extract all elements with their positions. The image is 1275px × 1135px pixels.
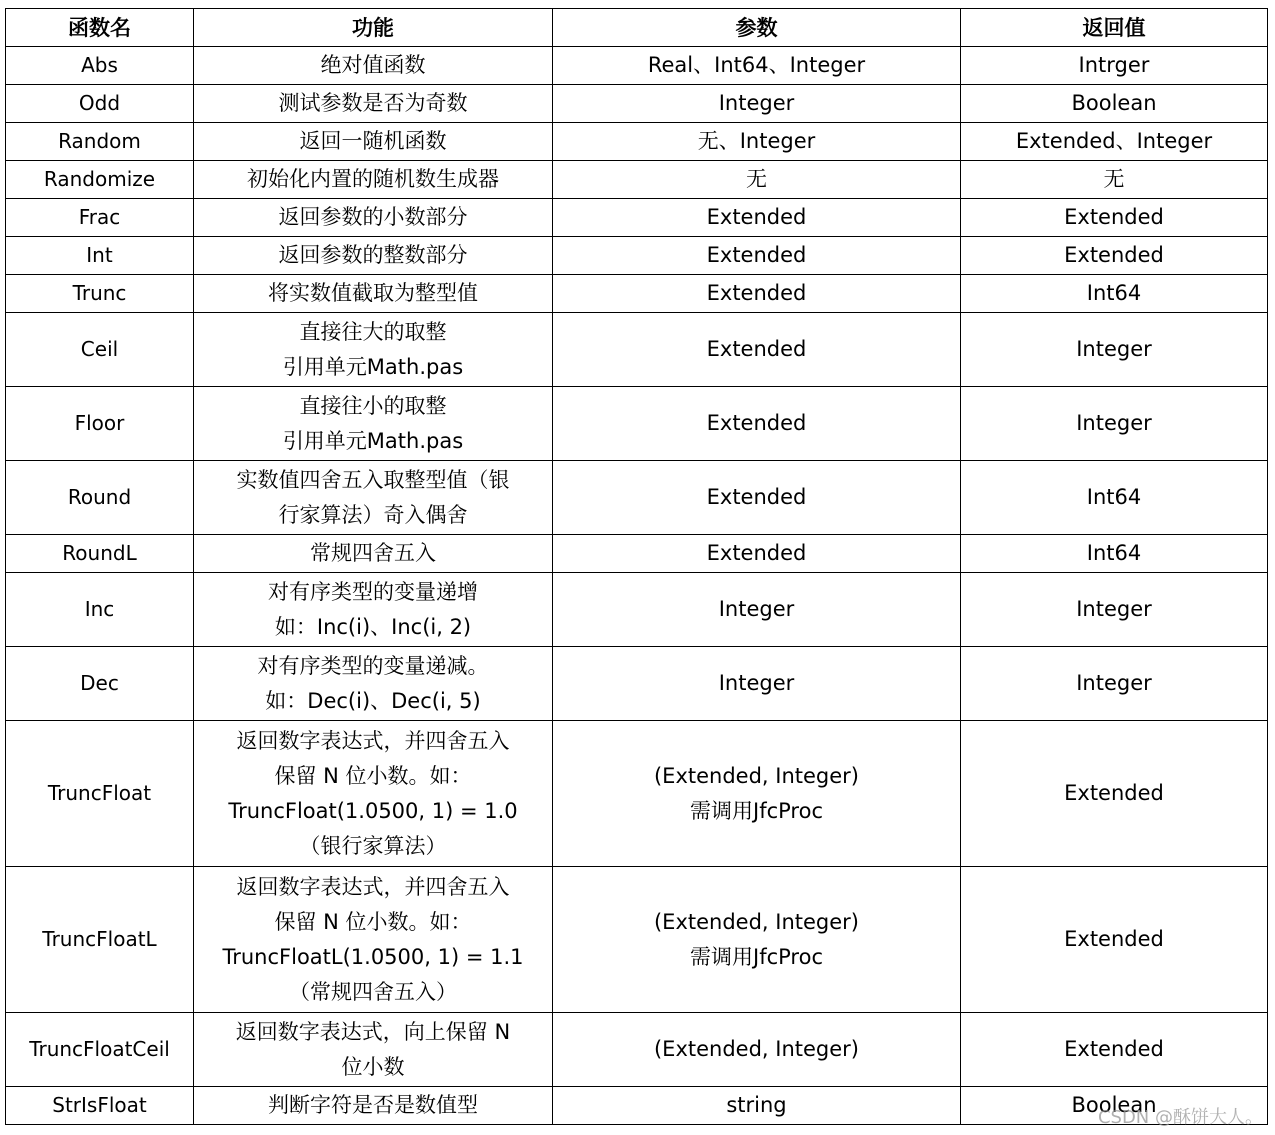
param-line: Real、Int64、Integer [647, 53, 866, 77]
desc-line: 初始化内置的随机数生成器 [247, 167, 499, 191]
cell-function-name: Random [6, 123, 194, 161]
param-line: Integer [718, 91, 795, 115]
cell-function-name: TruncFloat [6, 721, 194, 867]
table-row [6, 85, 1268, 123]
table-row [6, 647, 1268, 721]
cell-function-desc [194, 123, 553, 161]
param-line: (Extended, Integer) [653, 1037, 860, 1061]
param-line: Extended [706, 411, 807, 435]
table-row [6, 199, 1268, 237]
cell-function-name: Dec [6, 647, 194, 721]
table-row [6, 161, 1268, 199]
desc-line: 对有序类型的变量递增 [268, 579, 478, 604]
cell-params [553, 573, 961, 647]
param-line: string [726, 1093, 787, 1117]
desc-line: 返回一随机函数 [299, 129, 447, 153]
cell-function-desc [194, 1013, 553, 1087]
param-line: Extended [706, 541, 807, 565]
param-line: Extended [706, 243, 807, 267]
desc-line: 保留 N 位小数。如： [274, 909, 472, 934]
cell-params [553, 275, 961, 313]
cell-function-desc [194, 461, 553, 535]
cell-return: Extended [961, 199, 1268, 237]
cell-return: Extended [961, 721, 1268, 867]
cell-return: Int64 [961, 275, 1268, 313]
cell-return: Int64 [961, 461, 1268, 535]
cell-function-name: Trunc [6, 275, 194, 313]
cell-function-desc [194, 199, 553, 237]
cell-params [553, 199, 961, 237]
desc-line: 实数值四舍五入取整型值（银 [236, 467, 510, 492]
desc-line: 如：Dec(i)、Dec(i, 5) [265, 688, 481, 713]
cell-params [553, 313, 961, 387]
cell-function-desc [194, 47, 553, 85]
cell-function-name: Randomize [6, 161, 194, 199]
param-line: (Extended, Integer) [653, 909, 860, 934]
cell-return: Intrger [961, 47, 1268, 85]
cell-return: Boolean [961, 1087, 1268, 1125]
cell-params [553, 123, 961, 161]
cell-params [553, 161, 961, 199]
table-row [6, 313, 1268, 387]
desc-line: 引用单元Math.pas [282, 354, 464, 379]
table-row [6, 721, 1268, 867]
cell-return: Extended [961, 237, 1268, 275]
desc-line: 将实数值截取为整型值 [268, 281, 478, 305]
table-row [6, 387, 1268, 461]
desc-line: 行家算法）奇入偶舍 [278, 502, 468, 527]
cell-return: Integer [961, 647, 1268, 721]
cell-function-name: Int [6, 237, 194, 275]
table-row [6, 573, 1268, 647]
cell-function-desc [194, 237, 553, 275]
cell-params [553, 47, 961, 85]
param-line: (Extended, Integer) [653, 763, 860, 788]
desc-line: 引用单元Math.pas [282, 428, 464, 453]
cell-params [553, 1087, 961, 1125]
table-row [6, 1013, 1268, 1087]
cell-function-name: Round [6, 461, 194, 535]
param-line: 需调用JfcProc [690, 798, 823, 823]
cell-params [553, 1013, 961, 1087]
function-table [5, 8, 1268, 1125]
desc-line: 返回数字表达式，向上保留 N [235, 1019, 511, 1044]
desc-line: 返回数字表达式，并四舍五入 [236, 874, 510, 899]
param-line: Extended [706, 485, 807, 509]
desc-line: 保留 N 位小数。如： [274, 763, 472, 788]
cell-return: Extended、Integer [961, 123, 1268, 161]
cell-function-name: Ceil [6, 313, 194, 387]
header-function: 功能 [194, 9, 553, 47]
header-return: 返回值 [961, 9, 1268, 47]
cell-params [553, 461, 961, 535]
param-line: 无、Integer [697, 129, 816, 153]
header-params: 参数 [553, 9, 961, 47]
cell-function-name: Floor [6, 387, 194, 461]
table-row [6, 535, 1268, 573]
cell-function-name: TruncFloatCeil [6, 1013, 194, 1087]
cell-function-desc [194, 867, 553, 1013]
cell-function-name: RoundL [6, 535, 194, 573]
desc-line: 常规四舍五入 [310, 541, 436, 565]
cell-function-name: TruncFloatL [6, 867, 194, 1013]
desc-line: 对有序类型的变量递减。 [257, 653, 489, 678]
cell-params [553, 867, 961, 1013]
cell-return: Boolean [961, 85, 1268, 123]
cell-params [553, 647, 961, 721]
desc-line: TruncFloatL(1.0500, 1) = 1.1 [222, 944, 524, 969]
cell-function-desc [194, 535, 553, 573]
param-line: Integer [718, 597, 795, 621]
desc-line: 直接往大的取整 [299, 319, 447, 344]
cell-return: Int64 [961, 535, 1268, 573]
param-line: Extended [706, 281, 807, 305]
table-row [6, 867, 1268, 1013]
param-line: 需调用JfcProc [690, 944, 823, 969]
cell-params [553, 721, 961, 867]
desc-line: 测试参数是否为奇数 [278, 91, 468, 115]
cell-function-desc [194, 387, 553, 461]
cell-return: Integer [961, 313, 1268, 387]
desc-line: 返回参数的小数部分 [278, 205, 468, 229]
header-row [6, 9, 1268, 47]
table-row [6, 461, 1268, 535]
table-row [6, 47, 1268, 85]
cell-return: Extended [961, 867, 1268, 1013]
desc-line: TruncFloat(1.0500, 1) = 1.0 [228, 798, 518, 823]
cell-params [553, 237, 961, 275]
cell-return: Extended [961, 1013, 1268, 1087]
table-row [6, 1087, 1268, 1125]
cell-function-desc [194, 85, 553, 123]
desc-line: 如：Inc(i)、Inc(i, 2) [274, 614, 472, 639]
desc-line: 判断字符是否是数值型 [268, 1093, 478, 1117]
cell-return: 无 [961, 161, 1268, 199]
cell-params [553, 535, 961, 573]
desc-line: 位小数 [341, 1054, 405, 1079]
table-body [6, 47, 1268, 1125]
cell-function-desc [194, 721, 553, 867]
table-row [6, 237, 1268, 275]
table-row [6, 123, 1268, 161]
desc-line: （常规四舍五入） [289, 979, 457, 1004]
cell-return: Integer [961, 573, 1268, 647]
param-line: 无 [746, 167, 767, 191]
desc-line: （银行家算法） [299, 833, 447, 858]
cell-function-name: Inc [6, 573, 194, 647]
cell-function-name: StrIsFloat [6, 1087, 194, 1125]
cell-function-desc [194, 313, 553, 387]
desc-line: 直接往小的取整 [299, 393, 447, 418]
header-name: 函数名 [6, 9, 194, 47]
cell-function-desc [194, 647, 553, 721]
cell-function-desc [194, 275, 553, 313]
cell-function-name: Frac [6, 199, 194, 237]
desc-line: 绝对值函数 [320, 53, 426, 77]
cell-function-name: Odd [6, 85, 194, 123]
table-row [6, 275, 1268, 313]
cell-return: Integer [961, 387, 1268, 461]
cell-params [553, 387, 961, 461]
cell-function-desc [194, 161, 553, 199]
desc-line: 返回参数的整数部分 [278, 243, 468, 267]
cell-function-desc [194, 573, 553, 647]
desc-line: 返回数字表达式，并四舍五入 [236, 728, 510, 753]
param-line: Integer [718, 671, 795, 695]
cell-params [553, 85, 961, 123]
cell-function-name: Abs [6, 47, 194, 85]
param-line: Extended [706, 337, 807, 361]
cell-function-desc [194, 1087, 553, 1125]
watermark-text: CSDN @酥饼大人。 [1097, 1107, 1263, 1128]
param-line: Extended [706, 205, 807, 229]
